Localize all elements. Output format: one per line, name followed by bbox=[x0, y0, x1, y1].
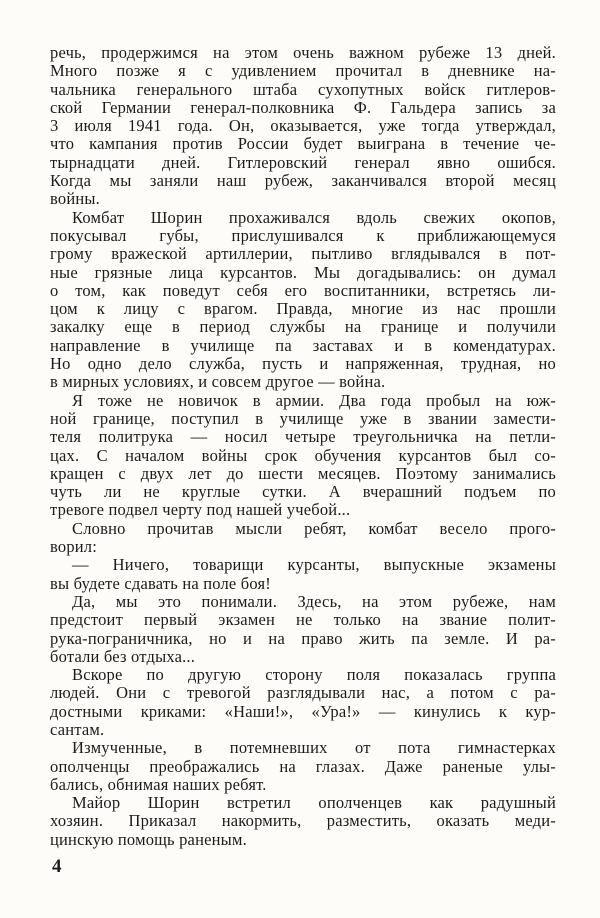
text-line: ворил: bbox=[50, 537, 98, 557]
text-line: Да, мы это понимали. Здесь, на этом рубеже, нам bbox=[72, 591, 556, 611]
text-line: ской Германии генерал-полковника Ф. Гальдера запись за bbox=[50, 97, 556, 117]
text-line: Но одно дело служба, пусть и напряженная, трудная, но bbox=[50, 354, 556, 374]
text-line: — Ничего, товарищи курсанты, выпускные экзамены bbox=[72, 555, 556, 575]
text-line: тревоге подвел черту под нашей учебой... bbox=[50, 500, 351, 520]
text-line: ные грязные лица курсантов. Мы догадывались: он думал bbox=[50, 262, 556, 282]
text-line: Много позже я с удивлением прочитал в дневнике на- bbox=[50, 61, 556, 81]
text-line: направление в училище па заставах и в комендатурах. bbox=[50, 335, 556, 355]
text-line: Вскоре по другую сторону поля показалась группа bbox=[72, 665, 556, 685]
text-line: покусывал губы, прислушивался к приближающемуся bbox=[50, 225, 556, 245]
text-line: предстоит первый экзамен не только на звание полит- bbox=[50, 610, 556, 630]
text-line: вы будете сдавать на поле боя! bbox=[50, 573, 271, 593]
text-line: что кампания против России будет выиграна в течение че- bbox=[50, 134, 556, 154]
text-line: Я тоже не новичок в армии. Два года пробыл на юж- bbox=[72, 390, 556, 410]
text-line: ной границе, поступил в училище уже в звании замести- bbox=[50, 408, 556, 428]
text-line: ополченцы преображались на глазах. Даже раненые улы- bbox=[50, 756, 556, 776]
text-line: тырнадцати дней. Гитлеровский генерал явно ошибся. bbox=[50, 152, 556, 172]
text-line: чальника генерального штаба сухопутных войск гитлеров- bbox=[50, 79, 556, 99]
text-line: войны. bbox=[50, 189, 100, 209]
text-line: хозяин. Приказал накормить, разместить, оказать меди- bbox=[50, 811, 556, 831]
text-line: Когда мы заняли наш рубеж, заканчивался второй месяц bbox=[50, 171, 556, 191]
text-line: цинскую помощь раненым. bbox=[50, 829, 247, 849]
text-line: Словно прочитав мысли ребят, комбат весело прого- bbox=[72, 518, 556, 538]
text-line: сантам. bbox=[50, 719, 105, 739]
text-line: 3 июля 1941 года. Он, оказывается, уже тогда утверждал, bbox=[50, 116, 556, 136]
text-line: цах. С началом войны срок обучения курсантов был со- bbox=[50, 445, 556, 465]
text-line: людей. Они с тревогой разглядывали нас, а потом с ра- bbox=[50, 683, 556, 703]
text-line: грому вражеской артиллерии, пытливо вглядывался в пот- bbox=[50, 244, 556, 264]
text-line: бались, обнимая наших ребят. bbox=[50, 774, 267, 794]
page-number: 4 bbox=[52, 856, 62, 877]
page-text bbox=[50, 44, 556, 849]
text-line: Майор Шорин встретил ополченцев как радушный bbox=[72, 793, 556, 813]
text-line: Измученные, в потемневших от пота гимнастерках bbox=[72, 738, 556, 758]
text-line: рука-пограничника, но и на право жить па земле. И ра- bbox=[50, 628, 556, 648]
text-line: достными криками: «Наши!», «Ура!» — кинулись к кур- bbox=[50, 701, 556, 721]
text-line: закалку еще в период службы на границе и получили bbox=[50, 317, 556, 337]
text-line: ботали без отдыха... bbox=[50, 646, 196, 666]
text-line: речь, продержимся на этом очень важном рубеже 13 дней. bbox=[50, 43, 556, 62]
text-line: теля политрука — носил четыре треугольничка на петли- bbox=[50, 427, 556, 447]
text-line: Комбат Шорин прохаживался вдоль свежих окопов, bbox=[72, 207, 556, 227]
text-line: цом к лицу с врагом. Правда, многие из нас прошли bbox=[50, 299, 556, 319]
text-line: в мирных условиях, и совсем другое — война. bbox=[50, 372, 386, 392]
text-line: кращен с двух лет до шести месяцев. Поэтому занимались bbox=[50, 463, 556, 483]
text-line: о том, как поведут себя его воспитанники, встретясь ли- bbox=[50, 280, 556, 300]
text-line: чуть ли не круглые сутки. А вчерашний подъем по bbox=[50, 482, 556, 502]
